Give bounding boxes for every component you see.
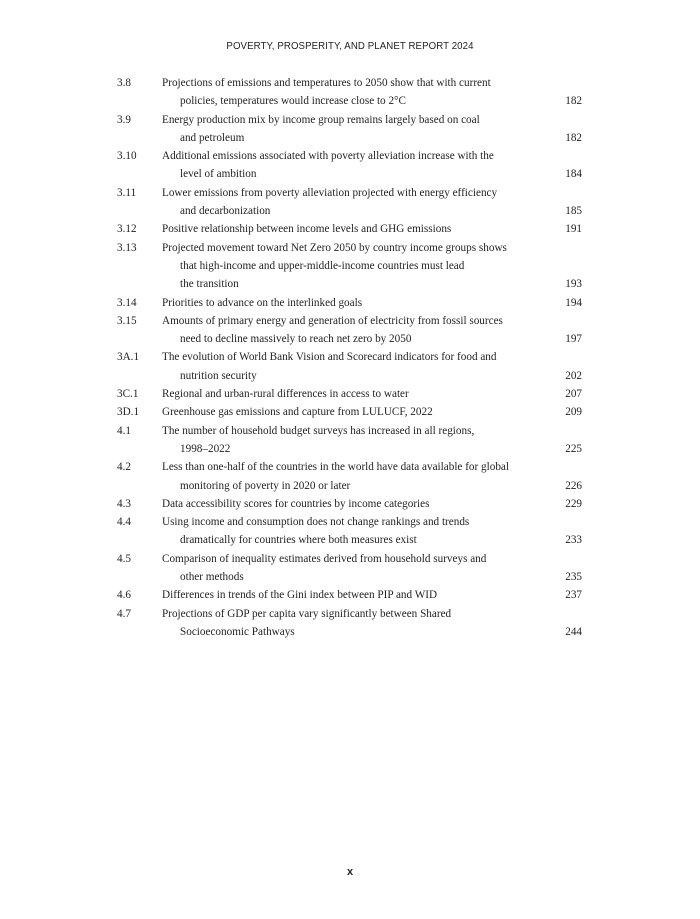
page-ref: 225	[565, 442, 582, 455]
figure-title-line: need to decline massively to reach net zero by 2050	[180, 333, 412, 346]
figure-title-line: Projected movement toward Net Zero 2050 by country income groups shows	[162, 241, 507, 254]
toc-entry[interactable]	[117, 312, 582, 349]
figure-title-line: nutrition security	[180, 369, 257, 382]
page-ref: 185	[565, 205, 582, 218]
figure-title-line: 1998–2022	[180, 442, 231, 455]
figure-number: 3C.1	[117, 388, 139, 401]
figure-title-line: Energy production mix by income group remains largely based on coal	[162, 113, 480, 126]
page-number: x	[346, 866, 354, 878]
page-ref: 193	[565, 278, 582, 291]
figure-title-line: Lower emissions from poverty alleviation projected with energy efficiency	[162, 186, 498, 199]
toc-entry[interactable]	[117, 458, 582, 495]
figure-number: 4.7	[117, 607, 131, 620]
toc-entry[interactable]	[117, 605, 582, 642]
figure-title-line: Comparison of inequality estimates derived from household surveys and	[162, 552, 487, 565]
figure-title-line: Positive relationship between income levels and GHG emissions	[162, 223, 452, 236]
page-ref: 184	[565, 168, 582, 181]
figure-title-line: Using income and consumption does not change rankings and trends	[162, 516, 470, 529]
page-ref: 209	[565, 406, 582, 419]
figure-title-line: Projections of GDP per capita vary significantly between Shared	[162, 607, 452, 620]
figure-title-line: Regional and urban-rural differences in access to water	[162, 388, 409, 401]
figure-title-line: policies, temperatures would increase close to 2°C	[180, 95, 406, 108]
page-ref: 244	[565, 625, 582, 638]
figure-title-line: the transition	[180, 278, 239, 291]
toc-entry[interactable]	[117, 74, 582, 111]
toc-entry[interactable]	[117, 550, 582, 587]
page-ref: 182	[565, 131, 582, 144]
page-ref: 237	[565, 589, 582, 602]
figure-title-line: The evolution of World Bank Vision and Scorecard indicators for food and	[162, 351, 497, 364]
page-ref: 235	[565, 571, 582, 584]
toc-entry[interactable]	[117, 111, 582, 148]
figure-title-line: that high-income and upper-middle-income countries must lead	[180, 259, 465, 272]
figure-number: 4.2	[117, 461, 131, 474]
figure-title-line: Priorities to advance on the interlinked goals	[162, 296, 363, 309]
figure-number: 4.3	[117, 497, 131, 510]
toc-entry[interactable]	[117, 385, 582, 403]
figure-title-line: Amounts of primary energy and generation of electricity from fossil sources	[162, 314, 503, 327]
toc-entry[interactable]	[117, 220, 582, 238]
figure-title-line: Differences in trends of the Gini index between PIP and WID	[162, 589, 438, 602]
toc-entry[interactable]	[117, 294, 582, 312]
page-ref: 197	[565, 333, 582, 346]
figure-number: 3.12	[117, 223, 137, 236]
figure-title-line: The number of household budget surveys has increased in all regions,	[162, 424, 475, 437]
figure-title-line: level of ambition	[180, 168, 257, 181]
page-ref: 191	[565, 223, 582, 236]
figure-number: 4.4	[117, 516, 131, 529]
figure-title-line: Less than one-half of the countries in the world have data available for global	[162, 461, 509, 474]
figure-number: 3D.1	[117, 406, 140, 419]
toc-entry[interactable]	[117, 184, 582, 221]
page-ref: 202	[565, 369, 582, 382]
running-header: POVERTY, PROSPERITY, AND PLANET REPORT 2024	[226, 40, 474, 52]
toc-entry[interactable]	[117, 403, 582, 421]
page-ref: 233	[565, 534, 582, 547]
figure-number: 4.1	[117, 424, 131, 437]
figure-title-line: Data accessibility scores for countries by income categories	[162, 497, 430, 510]
figure-number: 4.6	[117, 589, 131, 602]
toc-entry[interactable]	[117, 586, 582, 604]
figure-number: 4.5	[117, 552, 131, 565]
toc-entry[interactable]	[117, 513, 582, 550]
page-ref: 182	[565, 95, 582, 108]
figure-number: 3.14	[117, 296, 137, 309]
page-ref: 229	[565, 497, 582, 510]
toc-entry[interactable]	[117, 239, 582, 294]
toc-entry[interactable]	[117, 348, 582, 385]
figure-title-line: and decarbonization	[180, 205, 271, 218]
page-ref: 207	[565, 388, 582, 401]
figure-number: 3.10	[117, 150, 137, 163]
figure-title-line: Additional emissions associated with poverty alleviation increase with the	[162, 150, 494, 163]
list-of-figures	[117, 74, 582, 641]
figure-number: 3A.1	[117, 351, 140, 364]
figure-title-line: monitoring of poverty in 2020 or later	[180, 479, 351, 492]
figure-number: 3.11	[117, 186, 137, 199]
figure-title-line: Socioeconomic Pathways	[180, 625, 295, 638]
figure-title-line: dramatically for countries where both measures exist	[180, 534, 417, 547]
toc-entry[interactable]	[117, 422, 582, 459]
figure-title-line: Projections of emissions and temperatures to 2050 show that with current	[162, 77, 491, 89]
figure-number: 3.8	[117, 77, 131, 89]
figure-number: 3.13	[117, 241, 137, 254]
figure-title-line: and petroleum	[180, 131, 245, 144]
figure-title-line: Greenhouse gas emissions and capture from LULUCF, 2022	[162, 406, 433, 419]
page-ref: 194	[565, 296, 582, 309]
page-ref: 226	[565, 479, 582, 492]
figure-title-line: other methods	[180, 571, 244, 584]
figure-number: 3.9	[117, 113, 131, 126]
toc-entry[interactable]	[117, 147, 582, 184]
figure-number: 3.15	[117, 314, 137, 327]
toc-entry[interactable]	[117, 495, 582, 513]
